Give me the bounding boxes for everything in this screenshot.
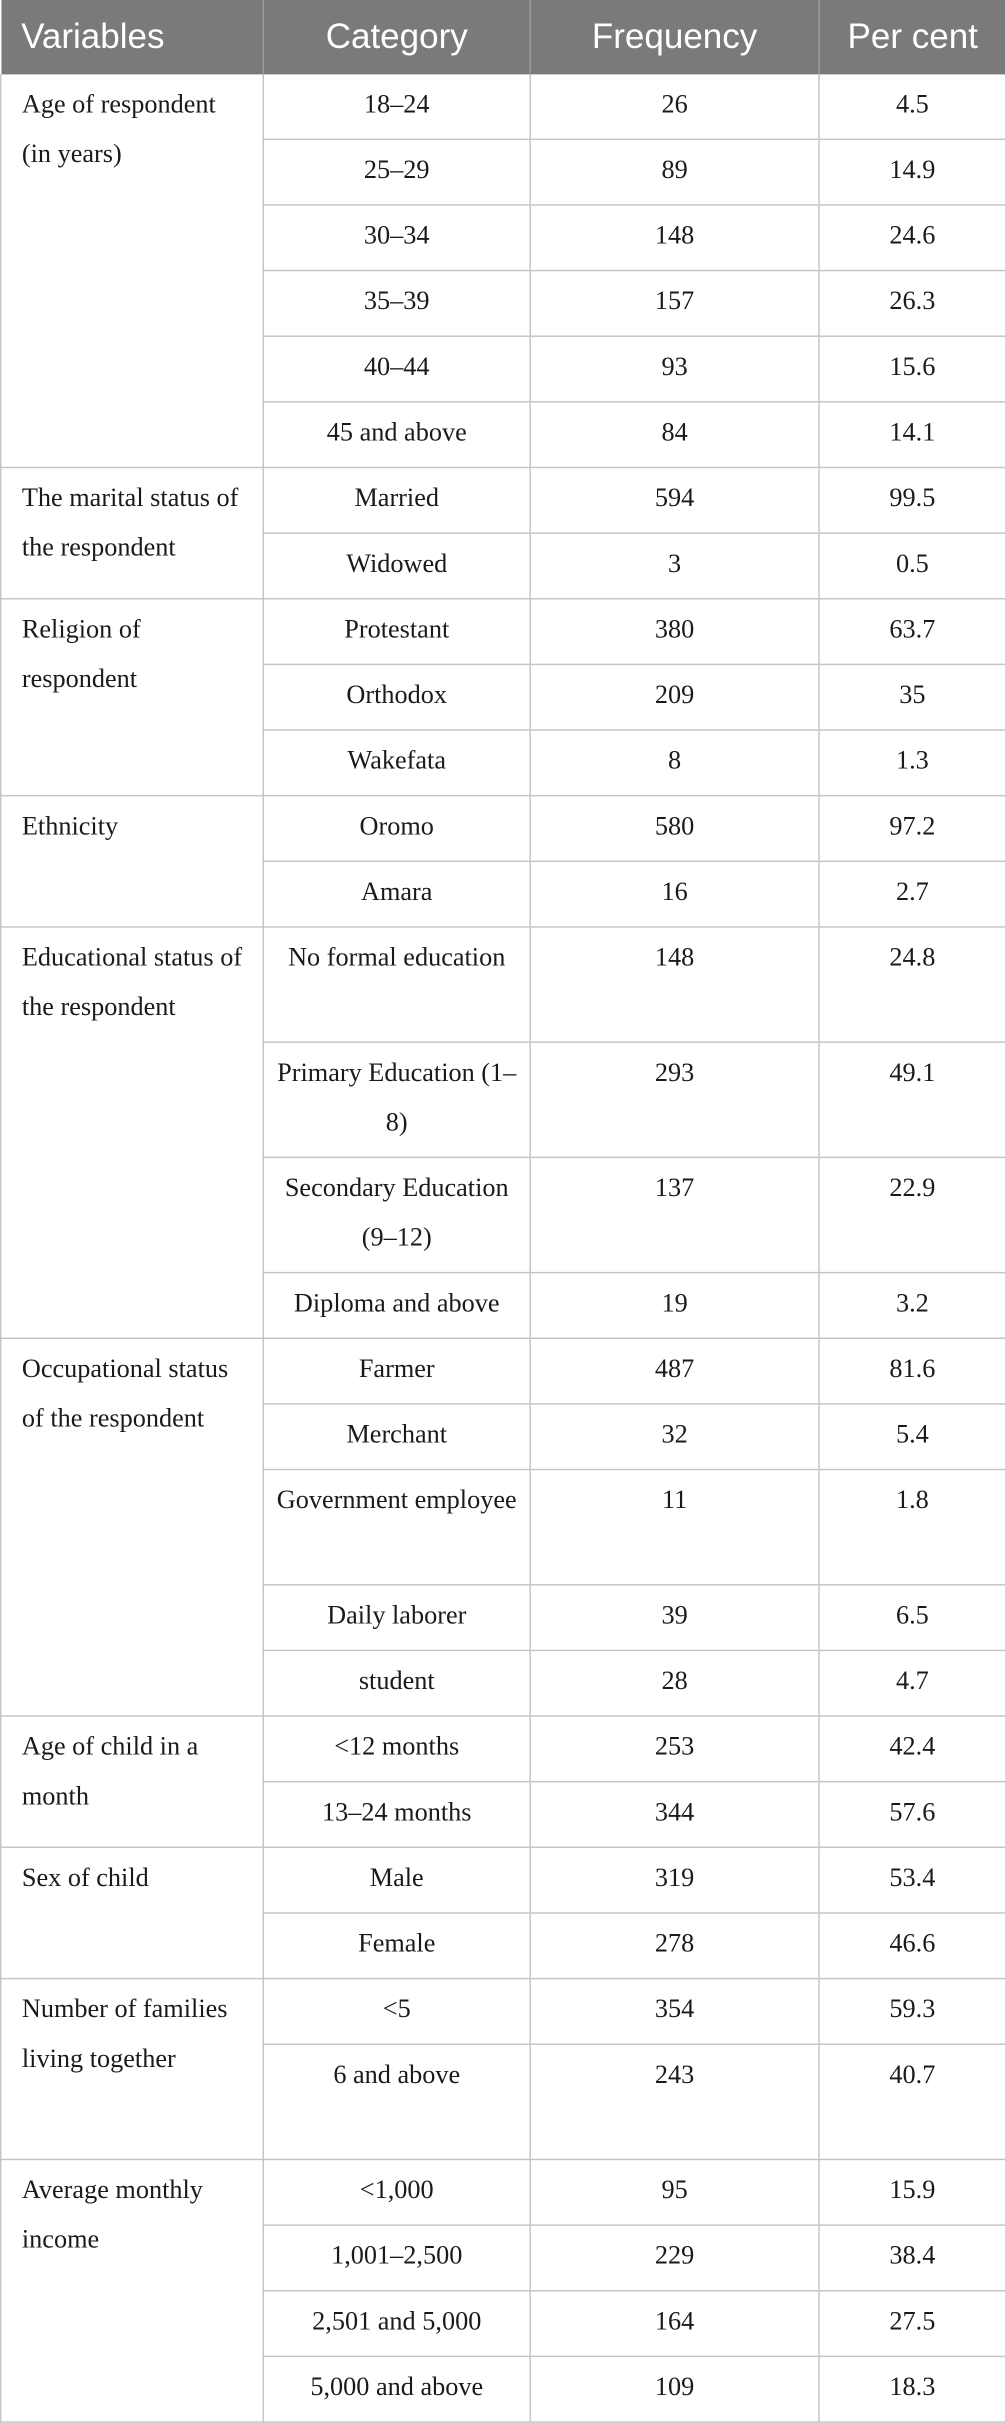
variable-cell: Sex of child	[1, 1847, 264, 1978]
header-variables: Variables	[1, 0, 264, 74]
percent-cell: 2.7	[819, 861, 1005, 927]
category-cell: 1,001–2,500	[263, 2225, 530, 2291]
frequency-cell: 253	[530, 1716, 819, 1782]
table-row	[1, 1847, 1005, 1913]
category-cell: 45 and above	[263, 402, 530, 468]
category-cell: Widowed	[263, 533, 530, 599]
frequency-cell: 137	[530, 1157, 819, 1272]
percent-cell: 46.6	[819, 1913, 1005, 1979]
percent-cell: 27.5	[819, 2291, 1005, 2357]
category-cell: Daily laborer	[263, 1585, 530, 1651]
frequency-cell: 157	[530, 271, 819, 337]
category-cell: Female	[263, 1913, 530, 1979]
variable-cell: Number of families living together	[1, 1979, 264, 2160]
category-cell: 6 and above	[263, 2044, 530, 2159]
category-cell: 18–24	[263, 74, 530, 139]
category-cell: Wakefata	[263, 730, 530, 796]
percent-cell: 1.8	[819, 1470, 1005, 1585]
frequency-cell: 344	[530, 1782, 819, 1848]
category-cell: No formal education	[263, 927, 530, 1042]
frequency-cell: 32	[530, 1404, 819, 1470]
frequency-cell: 109	[530, 2356, 819, 2422]
percent-cell: 81.6	[819, 1338, 1005, 1404]
table-row	[1, 74, 1005, 139]
category-cell: 2,501 and 5,000	[263, 2291, 530, 2357]
percent-cell: 6.5	[819, 1585, 1005, 1651]
category-cell: 5,000 and above	[263, 2356, 530, 2422]
frequency-cell: 16	[530, 861, 819, 927]
frequency-cell: 293	[530, 1042, 819, 1157]
frequency-cell: 229	[530, 2225, 819, 2291]
frequency-cell: 93	[530, 336, 819, 402]
category-cell: Orthodox	[263, 664, 530, 730]
frequency-cell: 95	[530, 2159, 819, 2225]
frequency-cell: 148	[530, 927, 819, 1042]
category-cell: student	[263, 1650, 530, 1716]
frequency-cell: 19	[530, 1273, 819, 1339]
table-row	[1, 467, 1005, 533]
table-row	[1, 927, 1005, 1042]
frequency-cell: 380	[530, 599, 819, 665]
category-cell: <1,000	[263, 2159, 530, 2225]
table-row	[1, 1338, 1005, 1404]
frequency-cell: 209	[530, 664, 819, 730]
percent-cell: 63.7	[819, 599, 1005, 665]
table-header	[1, 0, 1005, 74]
percent-cell: 15.9	[819, 2159, 1005, 2225]
table-row	[1, 796, 1005, 862]
variable-cell: Age of child in a month	[1, 1716, 264, 1847]
frequency-cell: 11	[530, 1470, 819, 1585]
category-cell: 40–44	[263, 336, 530, 402]
percent-cell: 24.8	[819, 927, 1005, 1042]
frequency-cell: 28	[530, 1650, 819, 1716]
percent-cell: 53.4	[819, 1847, 1005, 1913]
variable-cell: Average monthly income	[1, 2159, 264, 2422]
variable-cell: Ethnicity	[1, 796, 264, 927]
frequency-cell: 164	[530, 2291, 819, 2357]
percent-cell: 18.3	[819, 2356, 1005, 2422]
frequency-cell: 84	[530, 402, 819, 468]
variable-cell: The marital status of the respondent	[1, 467, 264, 598]
percent-cell: 49.1	[819, 1042, 1005, 1157]
percent-cell: 99.5	[819, 467, 1005, 533]
frequency-cell: 278	[530, 1913, 819, 1979]
percent-cell: 38.4	[819, 2225, 1005, 2291]
frequency-cell: 319	[530, 1847, 819, 1913]
category-cell: 35–39	[263, 271, 530, 337]
category-cell: <5	[263, 1979, 530, 2045]
percent-cell: 15.6	[819, 336, 1005, 402]
header-category: Category	[263, 0, 530, 74]
frequency-cell: 3	[530, 533, 819, 599]
frequency-cell: 580	[530, 796, 819, 862]
percent-cell: 14.1	[819, 402, 1005, 468]
frequency-cell: 89	[530, 139, 819, 205]
frequency-cell: 594	[530, 467, 819, 533]
percent-cell: 35	[819, 664, 1005, 730]
category-cell: Primary Education (1–8)	[263, 1042, 530, 1157]
percent-cell: 40.7	[819, 2044, 1005, 2159]
variable-cell: Occupational status of the respondent	[1, 1338, 264, 1716]
percent-cell: 5.4	[819, 1404, 1005, 1470]
category-cell: Secondary Education (9–12)	[263, 1157, 530, 1272]
frequency-cell: 148	[530, 205, 819, 271]
percent-cell: 24.6	[819, 205, 1005, 271]
percent-cell: 14.9	[819, 139, 1005, 205]
category-cell: <12 months	[263, 1716, 530, 1782]
category-cell: 13–24 months	[263, 1782, 530, 1848]
category-cell: 25–29	[263, 139, 530, 205]
variable-cell: Age of respondent (in years)	[1, 74, 264, 467]
category-cell: Oromo	[263, 796, 530, 862]
variable-cell: Educational status of the respondent	[1, 927, 264, 1338]
percent-cell: 0.5	[819, 533, 1005, 599]
percent-cell: 97.2	[819, 796, 1005, 862]
percent-cell: 1.3	[819, 730, 1005, 796]
percent-cell: 22.9	[819, 1157, 1005, 1272]
frequency-cell: 39	[530, 1585, 819, 1651]
variable-cell: Religion of respondent	[1, 599, 264, 796]
percent-cell: 3.2	[819, 1273, 1005, 1339]
category-cell: Protestant	[263, 599, 530, 665]
table-row	[1, 2159, 1005, 2225]
frequency-cell: 487	[530, 1338, 819, 1404]
percent-cell: 26.3	[819, 271, 1005, 337]
category-cell: Merchant	[263, 1404, 530, 1470]
header-percent: Per cent	[819, 0, 1005, 74]
table-row	[1, 599, 1005, 665]
category-cell: Male	[263, 1847, 530, 1913]
table-body	[1, 74, 1005, 2422]
percent-cell: 57.6	[819, 1782, 1005, 1848]
category-cell: Married	[263, 467, 530, 533]
category-cell: 30–34	[263, 205, 530, 271]
category-cell: Diploma and above	[263, 1273, 530, 1339]
table-row	[1, 1979, 1005, 2045]
frequency-cell: 354	[530, 1979, 819, 2045]
table-row	[1, 1716, 1005, 1782]
frequency-cell: 8	[530, 730, 819, 796]
percent-cell: 4.7	[819, 1650, 1005, 1716]
header-frequency: Frequency	[530, 0, 819, 74]
category-cell: Government employee	[263, 1470, 530, 1585]
header-row	[1, 0, 1005, 74]
percent-cell: 59.3	[819, 1979, 1005, 2045]
frequency-cell: 26	[530, 74, 819, 139]
percent-cell: 4.5	[819, 74, 1005, 139]
category-cell: Farmer	[263, 1338, 530, 1404]
percent-cell: 42.4	[819, 1716, 1005, 1782]
category-cell: Amara	[263, 861, 530, 927]
frequency-cell: 243	[530, 2044, 819, 2159]
